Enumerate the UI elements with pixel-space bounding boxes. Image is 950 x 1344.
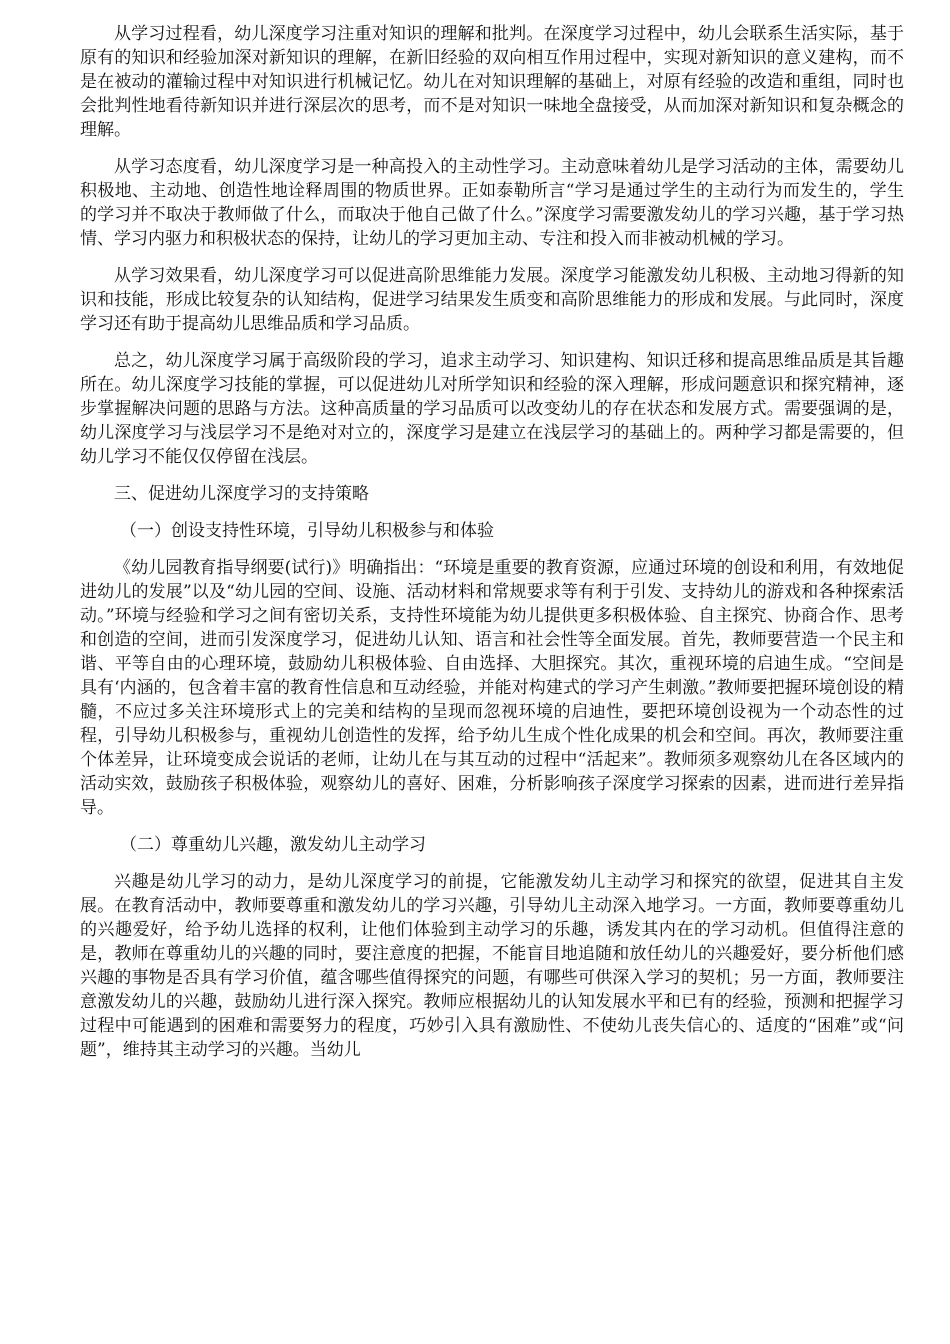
subsection-heading-interest: （二）尊重幼儿兴趣，激发幼儿主动学习	[120, 835, 426, 855]
subsection-heading-environment: （一）创设支持性环境，引导幼儿积极参与和体验	[120, 521, 494, 541]
paragraph-learning-process: 从学习过程看，幼儿深度学习注重对知识的理解和批判。在深度学习过程中，幼儿会联系生活实际，基于原有的知识和经验加深对新知识的理解，在新旧经验的双向相互作用过程中，实现对新知识的意义建构，而不是在被动的灌输过程中对知识进行机械记忆。幼儿在对知识理解的基础上，对原有经验的改造和重组，同时也会批判性地看待新知识并进行深层次的思考，而不是对知识一味地全盘接受，从而加深对新知识和复杂概念的理解。	[80, 24, 904, 140]
paragraph-learning-attitude: 从学习态度看，幼儿深度学习是一种高投入的主动性学习。主动意味着幼儿是学习活动的主体，需要幼儿积极地、主动地、创造性地诠释周围的物质世界。正如泰勒所言“学习是通过学生的主动行为而发生的，学生的学习并不取决于教师做了什么，而取决于他自己做了什么。”深度学习需要激发幼儿的学习兴趣，基于学习热情、学习内驱力和积极状态的保持，让幼儿的学习更加主动、专注和投入而非被动机械的学习。	[80, 157, 904, 249]
paragraph-summary: 总之，幼儿深度学习属于高级阶段的学习，追求主动学习、知识建构、知识迁移和提高思维品质是其旨趣所在。幼儿深度学习技能的掌握，可以促进幼儿对所学知识和经验的深入理解，形成问题意识和探究精神，逐步掌握解决问题的思路与方法。这种高质量的学习品质可以改变幼儿的存在状态和发展方式。需要强调的是，幼儿深度学习与浅层学习不是绝对对立的，深度学习是建立在浅层学习的基础上的。两种学习都是需要的，但幼儿学习不能仅仅停留在浅层。	[80, 351, 904, 467]
paragraph-environment: 《幼儿园教育指导纲要(试行)》明确指出：“环境是重要的教育资源，应通过环境的创设和利用，有效地促进幼儿的发展”以及“幼儿园的空间、设施、活动材料和常规要求等有利于引发、支持幼儿的游戏和各种探索活动。”环境与经验和学习之间有密切关系，支持性环境能为幼儿提供更多积极体验、自主探究、协商合作、思考和创造的空间，进而引发深度学习，促进幼儿认知、语言和社会性等全面发展。首先，教师要营造一个民主和谐、平等自由的心理环境，鼓励幼儿积极体验、自由选择、大胆探究。其次，重视环境的启迪生成。“空间是具有‘内涵的，包含着丰富的教育性信息和互动经验，并能对构建式的学习产生刺激。”教师要把握环境创设的精髓，不应过多关注环境形式上的完美和结构的呈现而忽视环境的启迪性，要把环境创设视为一个动态性的过程，引导幼儿积极参与，重视幼儿创造性的发挥，给予幼儿生成个性化成果的机会和空间。再次，教师要注重个体差异，让环境变成会说话的老师，让幼儿在与其互动的过程中“活起来”。教师须多观察幼儿在各区域内的活动实效，鼓励孩子积极体验，观察幼儿的喜好、困难，分析影响孩子深度学习探索的因素，进而进行差异指导。	[80, 558, 904, 818]
paragraph-learning-effect: 从学习效果看，幼儿深度学习可以促进高阶思维能力发展。深度学习能激发幼儿积极、主动地习得新的知识和技能，形成比较复杂的认知结构，促进学习结果发生质变和高阶思维能力的形成和发展。与此同时，深度学习还有助于提高幼儿思维品质和学习品质。	[80, 266, 904, 334]
section-heading: 三、促进幼儿深度学习的支持策略	[114, 484, 369, 504]
paragraph-interest: 兴趣是幼儿学习的动力，是幼儿深度学习的前提，它能激发幼儿主动学习和探究的欲望，促进其自主发展。在教育活动中，教师要尊重和激发幼儿的学习兴趣，引导幼儿主动深入地学习。一方面，教师要尊重幼儿的兴趣爱好，给予幼儿选择的权利，让他们体验到主动学习的乐趣，诱发其内在的学习动机。但值得注意的是，教师在尊重幼儿的兴趣的同时，要注意度的把握，不能盲目地追随和放任幼儿的兴趣爱好，要分析他们感兴趣的事物是否具有学习价值，蕴含哪些值得探究的问题，有哪些可供深入学习的契机；另一方面，教师要注意激发幼儿的兴趣，鼓励幼儿进行深入探究。教师应根据幼儿的认知发展水平和已有的经验，预测和把握学习过程中可能遇到的困难和需要努力的程度，巧妙引入具有激励性、不使幼儿丧失信心的、适度的“困难”或“问题”，维持其主动学习的兴趣。当幼儿	[80, 872, 904, 1060]
